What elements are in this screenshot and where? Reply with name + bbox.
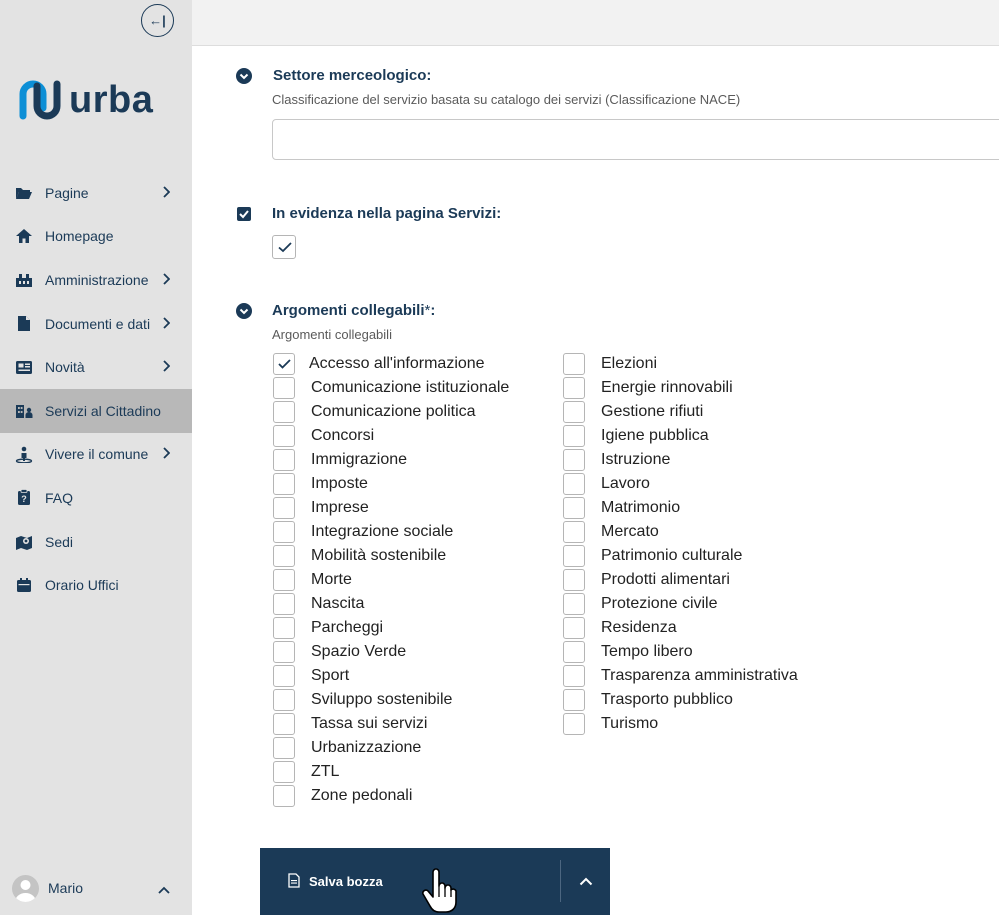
argomento-checkbox[interactable] [563,593,585,615]
argomento-label[interactable]: Energie rinnovabili [601,379,733,396]
argomento-label[interactable]: Protezione civile [601,595,718,612]
building-icon [15,272,33,288]
sidebar [0,0,192,915]
city-services-icon [15,403,33,419]
map-location-icon [15,534,33,550]
argomento-checkbox[interactable] [273,545,295,567]
sidebar-item-sedi[interactable] [0,520,192,564]
sidebar-item-label: Amministrazione [45,271,149,288]
map-pin-person-icon [15,446,33,462]
calendar-icon [15,577,33,593]
argomento-checkbox[interactable] [563,641,585,663]
argomento-label[interactable]: Imprese [311,499,369,516]
settore-title: Settore merceologico: [273,67,432,84]
chevron-right-icon [162,446,170,462]
argomento-checkbox[interactable] [273,689,295,711]
argomento-checkbox[interactable] [273,425,295,447]
evidenza-title: In evidenza nella pagina Servizi: [272,205,502,222]
argomento-label[interactable]: Sviluppo sostenibile [311,691,453,708]
sidebar-item-orario[interactable] [0,563,192,607]
sidebar-item-vivere[interactable] [0,433,192,477]
argomento-checkbox[interactable] [273,593,295,615]
argomento-label[interactable]: Lavoro [601,475,650,492]
sidebar-item-novita[interactable] [0,345,192,389]
settore-description: Classificazione del servizio basata su catalogo dei servizi (Classificazione NACE) [272,92,741,107]
sidebar-item-pagine[interactable] [0,171,192,215]
argomenti-description: Argomenti collegabili [272,327,392,342]
argomento-checkbox[interactable] [273,521,295,543]
check-icon [277,358,292,370]
argomento-checkbox[interactable] [563,353,585,375]
argomento-label[interactable]: Comunicazione istituzionale [311,379,510,396]
argomento-label[interactable]: Mercato [601,523,659,540]
argomento-label[interactable]: Mobilità sostenibile [311,547,447,564]
newspaper-icon [15,359,33,375]
expand-actions-button[interactable] [561,848,610,915]
document-save-icon [288,873,300,891]
chevron-circle-down-icon[interactable] [236,303,252,319]
sidebar-item-label: Vivere il comune [45,446,149,463]
argomento-label[interactable]: Gestione rifiuti [601,403,704,420]
argomento-checkbox[interactable] [563,497,585,519]
argomento-checkbox[interactable] [563,449,585,471]
argomento-checkbox[interactable] [273,785,295,807]
argomento-label[interactable]: Comunicazione politica [311,403,476,420]
argomento-label[interactable]: Patrimonio culturale [601,547,743,564]
argomento-label[interactable]: Residenza [601,619,677,636]
argomento-checkbox[interactable] [563,473,585,495]
save-draft-button[interactable] [260,848,560,915]
argomento-checkbox[interactable] [273,617,295,639]
sidebar-item-label: Novità [45,359,85,376]
argomento-checkbox[interactable] [273,449,295,471]
argomento-label[interactable]: Sport [311,667,350,684]
logo [17,78,153,122]
sidebar-item-label: Servizi al Cittadino [45,402,161,419]
collapse-icon: ←| [149,13,166,28]
argomento-checkbox[interactable] [273,713,295,735]
argomento-checkbox[interactable] [273,569,295,591]
argomento-label[interactable]: Spazio Verde [311,643,407,660]
chevron-right-icon [162,272,170,288]
argomento-label[interactable]: Accesso all'informazione [309,355,485,372]
argomento-checkbox[interactable] [273,401,295,423]
argomento-label[interactable]: Trasporto pubblico [601,691,733,708]
settore-input[interactable] [272,119,999,160]
argomento-label[interactable]: Nascita [311,595,365,612]
argomento-checkbox[interactable] [563,665,585,687]
argomento-checkbox[interactable] [563,401,585,423]
argomento-label[interactable]: Integrazione sociale [311,523,454,540]
argomento-checkbox[interactable] [563,713,585,735]
sidebar-item-label: Pagine [45,184,89,201]
user-menu[interactable] [12,874,182,902]
argomento-checkbox[interactable] [273,497,295,519]
argomento-label[interactable]: Imposte [311,475,368,492]
argomento-label[interactable]: Concorsi [311,427,375,444]
top-bar [192,0,999,46]
required-mark: * [424,302,431,319]
sidebar-item-faq[interactable] [0,476,192,520]
folder-open-icon [15,185,33,201]
chevron-right-icon [162,185,170,201]
check-icon [277,241,293,254]
argomenti-title [272,302,435,319]
argomento-label[interactable]: Matrimonio [601,499,681,516]
chevron-up-icon [579,877,593,886]
checkbox-checked-icon [236,206,252,222]
logo-text: urba [69,78,154,121]
home-icon [15,228,33,244]
argomento-label[interactable]: Prodotti alimentari [601,571,730,588]
argomenti-title-text: Argomenti collegabili [272,302,425,319]
chevron-circle-down-icon[interactable] [236,68,252,84]
sidebar-item-label: FAQ [45,489,74,506]
title-colon: : [430,302,436,319]
argomento-label[interactable]: Immigrazione [311,451,408,468]
argomento-checkbox[interactable] [563,425,585,447]
argomento-label[interactable]: Tempo libero [601,643,693,660]
clipboard-question-icon [15,490,33,506]
chevron-right-icon [162,316,170,332]
argomento-label[interactable]: Elezioni [601,355,658,372]
argomento-checkbox[interactable] [273,641,295,663]
save-draft-label: Salva bozza [309,874,383,889]
sidebar-item-label: Homepage [45,228,114,245]
sidebar-nav [0,171,192,607]
argomento-checkbox[interactable] [563,617,585,639]
user-icon [12,875,39,902]
sidebar-item-label: Orario Uffici [45,577,119,594]
chevron-right-icon [162,359,170,375]
evidenza-checkbox[interactable] [272,235,296,259]
argomento-checkbox[interactable] [273,665,295,687]
argomento-label[interactable]: Tassa sui servizi [311,715,428,732]
argomento-label[interactable]: Igiene pubblica [601,427,709,444]
sidebar-item-label: Documenti e dati [45,315,151,332]
sidebar-item-label: Sedi [45,533,74,550]
document-icon [15,316,33,332]
argomento-label[interactable]: Zone pedonali [311,787,413,804]
sidebar-item-homepage[interactable] [0,215,192,259]
hand-cursor-icon [420,868,458,914]
argomento-checkbox[interactable] [273,737,295,759]
sidebar-item-servizi[interactable] [0,389,192,433]
chevron-up-icon [158,881,170,897]
argomento-label[interactable]: Turismo [601,715,659,732]
urba-logo-icon [17,78,63,122]
collapse-sidebar-button[interactable] [141,4,174,37]
argomento-checkbox[interactable] [563,689,585,711]
argomento-checkbox[interactable] [563,377,585,399]
sidebar-item-documenti[interactable] [0,302,192,346]
argomento-label[interactable]: Trasparenza amministrativa [601,667,798,684]
argomento-label[interactable]: Urbanizzazione [311,739,422,756]
svg-text:?: ? [21,494,27,505]
argomento-checkbox[interactable] [563,521,585,543]
argomento-checkbox[interactable] [273,377,295,399]
argomento-label[interactable]: Parcheggi [311,619,384,636]
argomento-label[interactable]: ZTL [311,763,340,780]
argomento-label[interactable]: Istruzione [601,451,671,468]
argomento-checkbox[interactable] [273,353,295,375]
argomento-checkbox[interactable] [273,473,295,495]
argomento-checkbox[interactable] [563,569,585,591]
argomento-label[interactable]: Morte [311,571,352,588]
avatar [12,875,39,902]
argomento-checkbox[interactable] [273,761,295,783]
user-name: Mario [48,880,84,896]
argomento-checkbox[interactable] [563,545,585,567]
sidebar-item-amministrazione[interactable] [0,258,192,302]
